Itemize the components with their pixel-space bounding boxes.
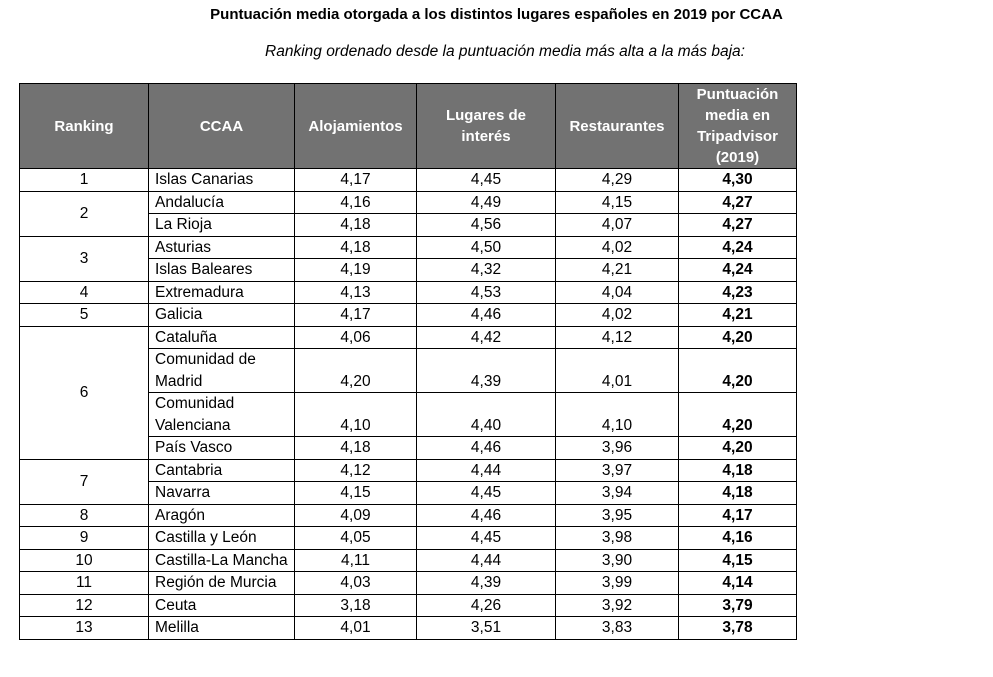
puntuacion-cell: 4,20	[679, 437, 797, 460]
alojamientos-cell: 3,18	[295, 594, 417, 617]
puntuacion-cell: 3,78	[679, 617, 797, 640]
header-puntuacion: Puntuación media en Tripadvisor (2019)	[679, 84, 797, 169]
puntuacion-cell: 4,20	[679, 326, 797, 349]
puntuacion-cell: 4,27	[679, 214, 797, 237]
region-name-cell: Melilla	[149, 617, 295, 640]
region-name-cell: Asturias	[149, 236, 295, 259]
table-row	[20, 281, 797, 304]
table-row	[20, 504, 797, 527]
table-body	[20, 169, 797, 640]
lugares-cell: 3,51	[417, 617, 556, 640]
restaurantes-cell: 3,98	[556, 527, 679, 550]
ranking-table	[19, 83, 797, 640]
header-ranking: Ranking	[20, 84, 149, 169]
restaurantes-cell: 4,15	[556, 191, 679, 214]
region-name-cell: Castilla-La Mancha	[149, 549, 295, 572]
table-row	[20, 459, 797, 482]
lugares-cell: 4,42	[417, 326, 556, 349]
restaurantes-cell: 4,21	[556, 259, 679, 282]
lugares-cell: 4,32	[417, 259, 556, 282]
puntuacion-cell: 3,79	[679, 594, 797, 617]
table-row	[20, 527, 797, 550]
alojamientos-cell: 4,18	[295, 214, 417, 237]
header-ccaa: CCAA	[149, 84, 295, 169]
alojamientos-cell: 4,11	[295, 549, 417, 572]
region-name-cell: Comunidad de Madrid	[149, 349, 295, 393]
rank-cell: 7	[20, 459, 149, 504]
restaurantes-cell: 3,90	[556, 549, 679, 572]
restaurantes-cell: 4,10	[556, 393, 679, 437]
alojamientos-cell: 4,06	[295, 326, 417, 349]
lugares-cell: 4,50	[417, 236, 556, 259]
restaurantes-cell: 3,95	[556, 504, 679, 527]
rank-cell: 2	[20, 191, 149, 236]
table-row	[20, 572, 797, 595]
alojamientos-cell: 4,20	[295, 349, 417, 393]
rank-cell: 5	[20, 304, 149, 327]
lugares-cell: 4,49	[417, 191, 556, 214]
lugares-cell: 4,44	[417, 549, 556, 572]
alojamientos-cell: 4,01	[295, 617, 417, 640]
lugares-cell: 4,46	[417, 437, 556, 460]
table-row	[20, 594, 797, 617]
alojamientos-cell: 4,18	[295, 437, 417, 460]
restaurantes-cell: 4,04	[556, 281, 679, 304]
rank-cell: 3	[20, 236, 149, 281]
header-restaurantes: Restaurantes	[556, 84, 679, 169]
puntuacion-cell: 4,15	[679, 549, 797, 572]
rank-cell: 10	[20, 549, 149, 572]
restaurantes-cell: 3,97	[556, 459, 679, 482]
lugares-cell: 4,44	[417, 459, 556, 482]
puntuacion-cell: 4,27	[679, 191, 797, 214]
puntuacion-cell: 4,21	[679, 304, 797, 327]
region-name-cell: Islas Canarias	[149, 169, 295, 192]
restaurantes-cell: 3,94	[556, 482, 679, 505]
lugares-cell: 4,40	[417, 393, 556, 437]
table-row	[20, 326, 797, 349]
puntuacion-cell: 4,20	[679, 349, 797, 393]
alojamientos-cell: 4,16	[295, 191, 417, 214]
region-name-cell: Cantabria	[149, 459, 295, 482]
puntuacion-cell: 4,18	[679, 482, 797, 505]
alojamientos-cell: 4,17	[295, 169, 417, 192]
region-name-cell: Islas Baleares	[149, 259, 295, 282]
alojamientos-cell: 4,10	[295, 393, 417, 437]
puntuacion-cell: 4,14	[679, 572, 797, 595]
alojamientos-cell: 4,13	[295, 281, 417, 304]
rank-cell: 13	[20, 617, 149, 640]
rank-cell: 8	[20, 504, 149, 527]
table-row	[20, 191, 797, 214]
region-name-cell: Galicia	[149, 304, 295, 327]
restaurantes-cell: 3,83	[556, 617, 679, 640]
rank-cell: 9	[20, 527, 149, 550]
region-name-cell: Cataluña	[149, 326, 295, 349]
restaurantes-cell: 4,12	[556, 326, 679, 349]
region-name-cell: Navarra	[149, 482, 295, 505]
lugares-cell: 4,39	[417, 349, 556, 393]
restaurantes-cell: 3,92	[556, 594, 679, 617]
region-name-cell: Andalucía	[149, 191, 295, 214]
header-alojamientos: Alojamientos	[295, 84, 417, 169]
rank-cell: 11	[20, 572, 149, 595]
table-row	[20, 304, 797, 327]
rank-cell: 4	[20, 281, 149, 304]
alojamientos-cell: 4,03	[295, 572, 417, 595]
table-header-row	[20, 84, 797, 169]
lugares-cell: 4,53	[417, 281, 556, 304]
lugares-cell: 4,46	[417, 304, 556, 327]
alojamientos-cell: 4,17	[295, 304, 417, 327]
restaurantes-cell: 4,07	[556, 214, 679, 237]
table-row	[20, 169, 797, 192]
region-name-cell: Aragón	[149, 504, 295, 527]
document-subtitle: Ranking ordenado desde la puntuación media más alta a la más baja:	[265, 43, 745, 60]
restaurantes-cell: 4,01	[556, 349, 679, 393]
lugares-cell: 4,26	[417, 594, 556, 617]
puntuacion-cell: 4,17	[679, 504, 797, 527]
document-title: Puntuación media otorgada a los distintos lugares españoles en 2019 por CCAA	[210, 6, 783, 23]
restaurantes-cell: 3,99	[556, 572, 679, 595]
restaurantes-cell: 4,02	[556, 236, 679, 259]
alojamientos-cell: 4,19	[295, 259, 417, 282]
lugares-cell: 4,56	[417, 214, 556, 237]
alojamientos-cell: 4,05	[295, 527, 417, 550]
region-name-cell: País Vasco	[149, 437, 295, 460]
alojamientos-cell: 4,18	[295, 236, 417, 259]
restaurantes-cell: 3,96	[556, 437, 679, 460]
header-lugares: Lugares de interés	[417, 84, 556, 169]
puntuacion-cell: 4,18	[679, 459, 797, 482]
restaurantes-cell: 4,02	[556, 304, 679, 327]
alojamientos-cell: 4,09	[295, 504, 417, 527]
puntuacion-cell: 4,24	[679, 236, 797, 259]
lugares-cell: 4,39	[417, 572, 556, 595]
rank-cell: 12	[20, 594, 149, 617]
lugares-cell: 4,45	[417, 482, 556, 505]
region-name-cell: Comunidad Valenciana	[149, 393, 295, 437]
puntuacion-cell: 4,20	[679, 393, 797, 437]
table-row	[20, 236, 797, 259]
rank-cell: 1	[20, 169, 149, 192]
region-name-cell: Castilla y León	[149, 527, 295, 550]
region-name-cell: La Rioja	[149, 214, 295, 237]
lugares-cell: 4,45	[417, 527, 556, 550]
table-row	[20, 549, 797, 572]
alojamientos-cell: 4,12	[295, 459, 417, 482]
lugares-cell: 4,45	[417, 169, 556, 192]
table-row	[20, 617, 797, 640]
puntuacion-cell: 4,24	[679, 259, 797, 282]
alojamientos-cell: 4,15	[295, 482, 417, 505]
region-name-cell: Ceuta	[149, 594, 295, 617]
puntuacion-cell: 4,30	[679, 169, 797, 192]
lugares-cell: 4,46	[417, 504, 556, 527]
restaurantes-cell: 4,29	[556, 169, 679, 192]
puntuacion-cell: 4,23	[679, 281, 797, 304]
region-name-cell: Región de Murcia	[149, 572, 295, 595]
puntuacion-cell: 4,16	[679, 527, 797, 550]
rank-cell: 6	[20, 326, 149, 459]
region-name-cell: Extremadura	[149, 281, 295, 304]
